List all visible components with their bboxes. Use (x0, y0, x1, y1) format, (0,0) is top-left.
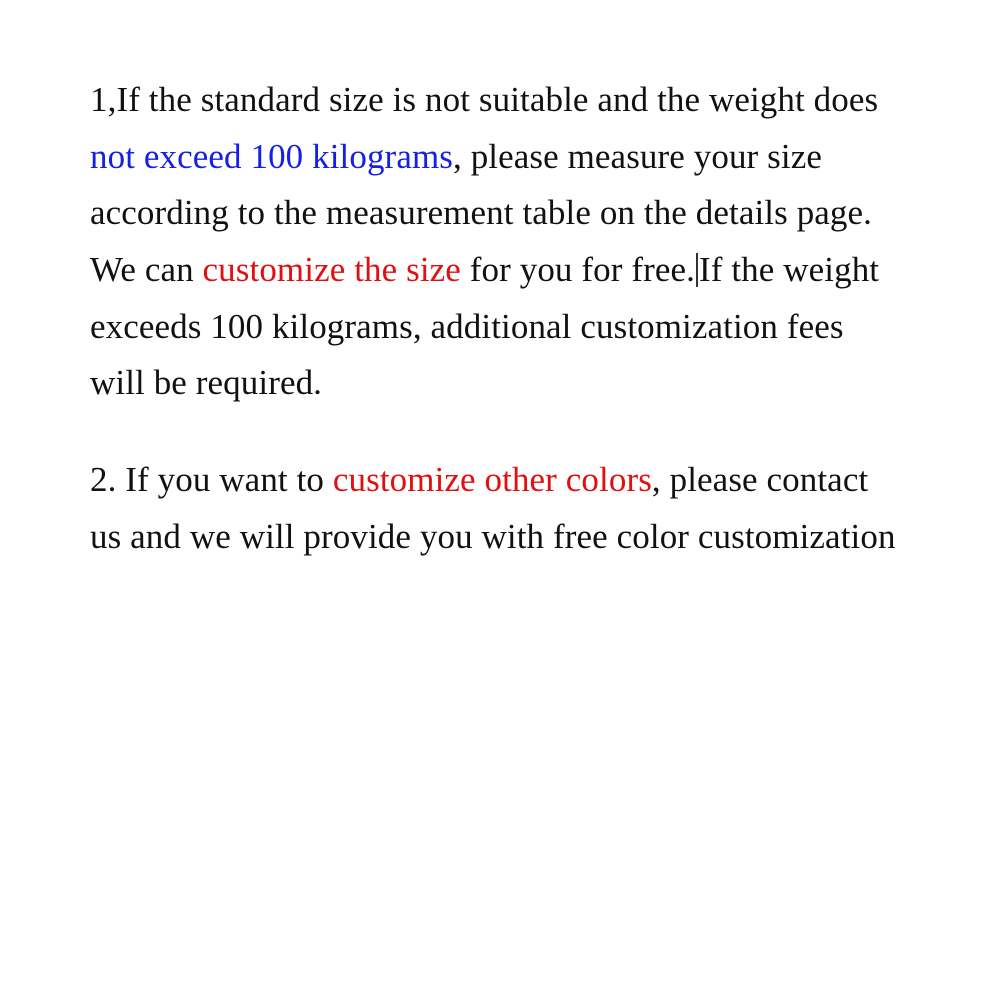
paragraph-1-segment-plain-1: 1,If the standard size is not suitable and the weight does (90, 80, 888, 119)
paragraph-1-highlight-customize-size: customize the size (202, 250, 461, 290)
paragraph-2-segment-plain-1: 2. If you want to (90, 460, 333, 500)
paragraph-2-highlight-custom-colors: customize other colors (332, 460, 652, 500)
paragraph-1 (90, 72, 900, 412)
text-caret (696, 253, 698, 286)
paragraph-2 (90, 452, 900, 565)
paragraph-1-segment-plain-4: If the weight exceeds 100 kilograms, additional customization fees will be required. (90, 250, 888, 403)
paragraph-1-segment-plain-2: , please measure your size according to the measurement table on the details page. We can (90, 136, 881, 290)
paragraph-1-segment-plain-3: for you for free. (460, 250, 695, 290)
paragraph-2-segment-plain-2: , please contact us and we will provide you with free color customization (90, 460, 896, 556)
paragraph-1-highlight-weight-limit: not exceed 100 kilograms (90, 136, 453, 176)
